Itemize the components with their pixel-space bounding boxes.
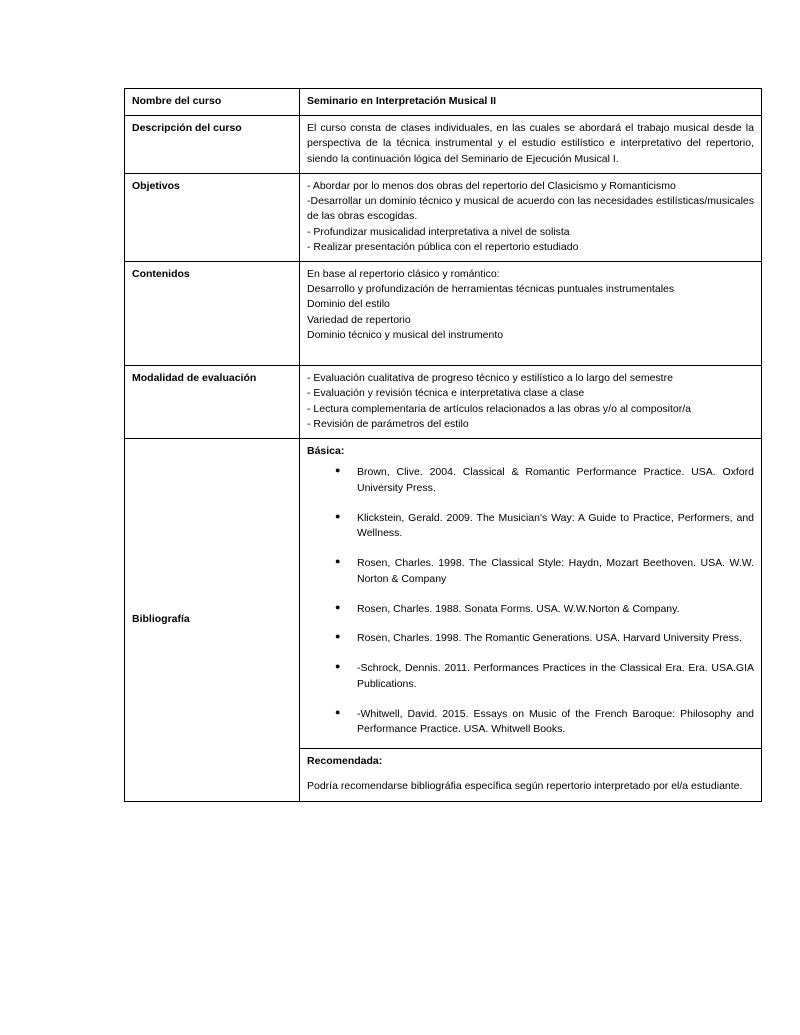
content-line: Dominio técnico y musical del instrumento: [307, 328, 504, 341]
list-item: ● -Whitwell, David. 2015. Essays on Music of the French Baroque: Philosophy and Performance Practice. USA. Whitwell Books.: [335, 707, 754, 739]
table-row-bibliography-basic: [125, 438, 762, 748]
objective-line: - Realizar presentación pública con el repertorio estudiado: [307, 240, 579, 253]
row-label-cell: [125, 116, 300, 174]
evaluation-line: - Lectura complementaria de artículos relacionados a las obras y/o al compositor/a: [307, 402, 692, 415]
content-line: Dominio del estilo: [307, 298, 390, 311]
row-label-cell: [125, 261, 300, 365]
row-content-cell: [300, 173, 762, 261]
list-item: ● Brown, Clive. 2004. Classical & Romantic Performance Practice. USA. Oxford University Press.: [335, 465, 754, 497]
course-name-value: Seminario en Interpretación Musical II: [307, 95, 497, 107]
objective-line: - Profundizar musicalidad interpretativa a nivel de solista: [307, 225, 570, 238]
table-row: [125, 173, 762, 261]
row-label: Objetivos: [132, 179, 180, 192]
table-row: [125, 261, 762, 365]
row-content-cell: [300, 89, 762, 116]
evaluation-line: - Evaluación cualitativa de progreso técnico y estilístico a lo largo del semestre: [307, 372, 673, 385]
content-line: Desarrollo y profundización de herramientas técnicas puntuales instrumentales: [307, 283, 675, 296]
course-description-text: El curso consta de clases individuales, en las cuales se abordará el trabajo musical desde la perspectiva de la técnica instrumental y el estudio estilístico e interpretativo del repertorio, siendo la continuación lógica del Seminario de Ejecución Musical I.: [307, 122, 754, 165]
content-line: En base al repertorio clásico y romántico:: [307, 267, 500, 280]
content-spacer: [307, 343, 754, 359]
row-label: Contenidos: [132, 267, 190, 280]
bibliography-label-cell: [125, 438, 300, 801]
course-syllabus-table: [124, 88, 762, 802]
bibliography-basic-list: [307, 465, 754, 738]
objective-line: -Desarrollar un dominio técnico y musical de acuerdo con las necesidades estilísticas/musicales de las obras escogidas.: [307, 195, 754, 223]
list-item: ● Rosen, Charles. 1998. The Romantic Generations. USA. Harvard University Press.: [335, 631, 754, 647]
evaluation-line: - Evaluación y revisión técnica e interpretativa clase a clase: [307, 387, 585, 400]
bibliography-basic-heading: Básica:: [307, 444, 345, 457]
content-line: Variedad de repertorio: [307, 313, 411, 326]
table-row: [125, 89, 762, 116]
row-label: Bibliografía: [132, 612, 190, 625]
list-item: ● -Schrock, Dennis. 2011. Performances Practices in the Classical Era. Era. USA.GIA Publications.: [335, 661, 754, 693]
bibliography-recommended-heading: Recomendada:: [307, 755, 383, 768]
list-item: ● Klickstein, Gerald. 2009. The Musician's Way: A Guide to Practice, Performers, and Wellness.: [335, 511, 754, 543]
evaluation-line: - Revisión de parámetros del estilo: [307, 417, 469, 430]
row-label-cell: [125, 89, 300, 116]
table-row: [125, 116, 762, 174]
row-label-cell: [125, 173, 300, 261]
objective-line: - Abordar por lo menos dos obras del repertorio del Clasicismo y Romanticismo: [307, 179, 676, 192]
row-content-cell: [300, 366, 762, 439]
bibliography-recommended-cell: [300, 749, 762, 802]
bibliography-recommended-text: Podría recomendarse bibliográfia específica según repertorio interpretado por el/a estudiante.: [307, 780, 743, 793]
table-row: [125, 366, 762, 439]
list-item: ● Rosen, Charles. 1988. Sonata Forms. USA. W.W.Norton & Company.: [335, 602, 754, 618]
row-label-cell: [125, 366, 300, 439]
recommended-spacer: [307, 769, 754, 779]
list-item: ● Rosen, Charles. 1998. The Classical Style: Haydn, Mozart Beethoven. USA. W.W. Norton & Company: [335, 556, 754, 588]
row-content-cell: [300, 261, 762, 365]
row-label: Modalidad de evaluación: [132, 372, 257, 385]
row-content-cell: [300, 116, 762, 174]
bibliography-basic-cell: [300, 438, 762, 748]
row-label: Descripción del curso: [132, 122, 242, 135]
row-label: Nombre del curso: [132, 95, 222, 107]
